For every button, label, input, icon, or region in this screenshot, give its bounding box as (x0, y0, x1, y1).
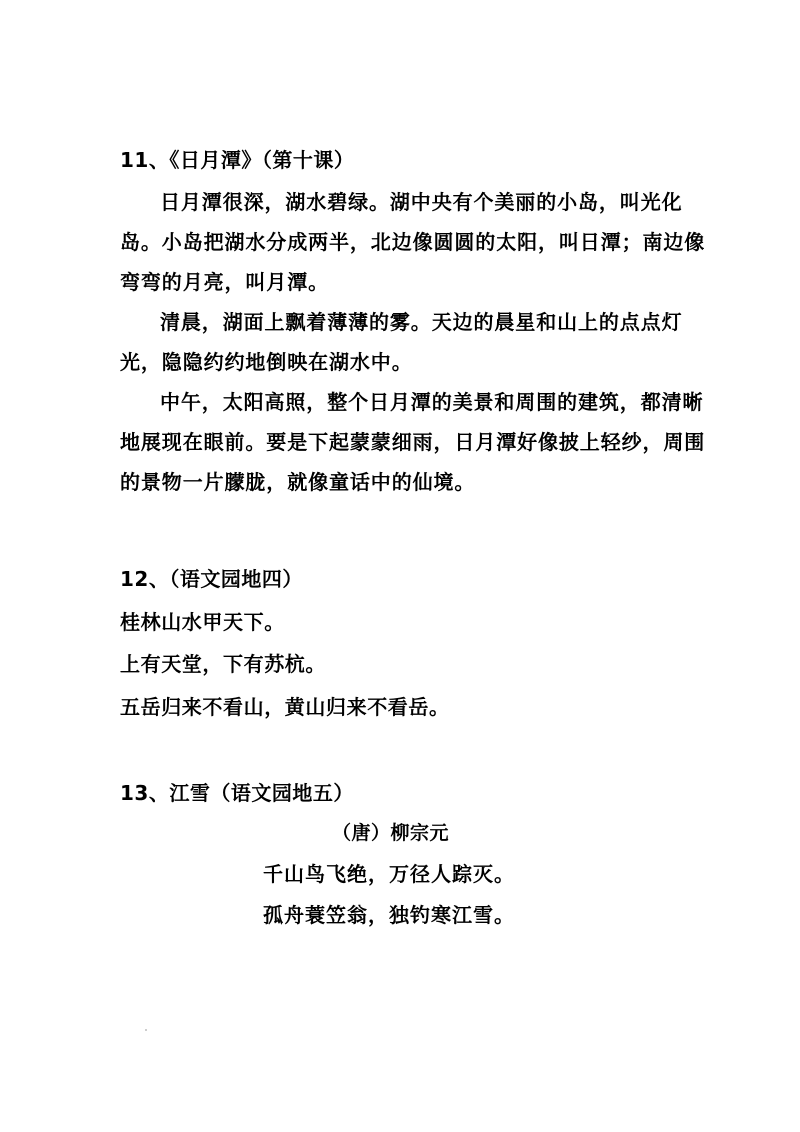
proverb-line: 上有天堂，下有苏杭。 (120, 652, 326, 676)
section-11-paragraph-2: 清晨，湖面上飘着薄薄的雾。天边的晨星和山上的点点灯光，隐隐约约地倒映在湖水中。 (120, 310, 683, 374)
section-12-line-2 (120, 652, 710, 676)
poem-author: （唐）柳宗元 (332, 822, 450, 844)
section-12-heading: 12、（语文园地四） (120, 567, 303, 591)
proverb-line: 五岳归来不看山，黄山归来不看岳。 (120, 695, 450, 719)
section-11 (120, 148, 710, 172)
section-11-paragraph-1: 日月潭很深，湖水碧绿。湖中央有个美丽的小岛，叫光化岛。小岛把湖水分成两半，北边像圆圆的太阳，叫日潭；南边像弯弯的月亮，叫月潭。 (120, 190, 706, 294)
section-13 (120, 781, 710, 805)
scan-speck (145, 1029, 147, 1031)
poem-line-1: 千山鸟飞绝，万径人踪灭。 (263, 862, 515, 886)
section-11-heading: 11、《日月潭》（第十课） (120, 148, 355, 172)
section-12-line-3 (120, 695, 710, 719)
section-13-heading: 13、江雪（语文园地五） (120, 781, 354, 805)
poem-line-2: 孤舟蓑笠翁，独钓寒江雪。 (263, 903, 515, 927)
section-11-paragraph-3: 中午，太阳高照，整个日月潭的美景和周围的建筑，都清晰地展现在眼前。要是下起蒙蒙细雨，日月潭好像披上轻纱，周围的景物一片朦胧，就像童话中的仙境。 (120, 390, 706, 494)
section-12 (120, 567, 710, 591)
section-11-body (120, 182, 710, 502)
proverb-line: 桂林山水甲天下。 (120, 610, 285, 634)
section-12-line-1 (120, 610, 710, 634)
